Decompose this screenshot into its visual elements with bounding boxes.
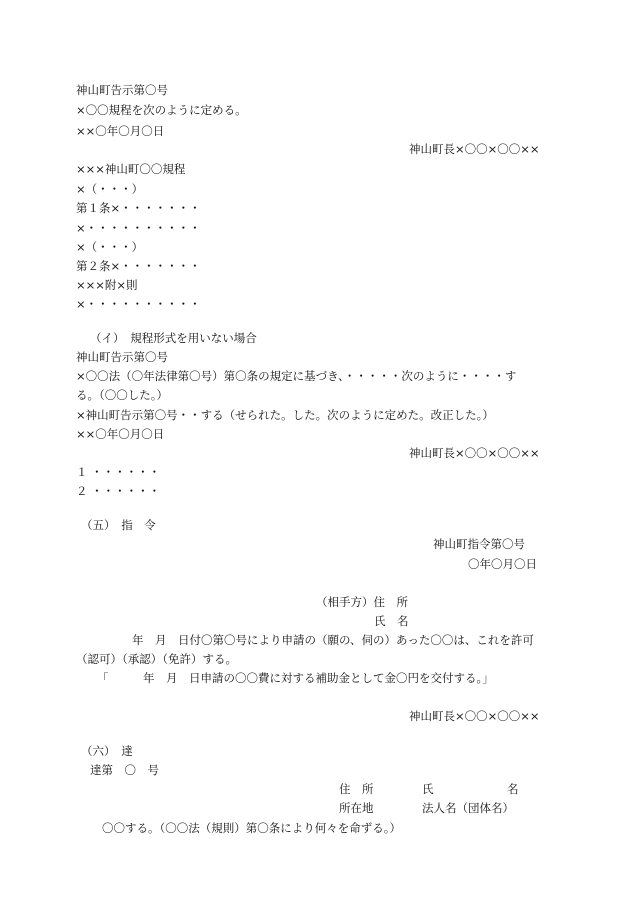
- regulation-title: ×××神山町〇〇規程: [76, 162, 186, 176]
- location-label: 所在地: [339, 801, 374, 815]
- notice-number: 神山町告示第〇号: [76, 83, 168, 97]
- section-heading-6: （六） 達: [81, 744, 133, 758]
- order-body: 〇〇する。（〇〇法（規則）第〇条により何々を命ずる。）: [102, 821, 401, 835]
- article-heading: ×（・・・）: [76, 182, 144, 196]
- directive-body-cont: （認可）（承認）（免許）する。: [76, 652, 237, 666]
- directive-body: 年 月 日付〇第〇号により申請の（願の、伺の）あった〇〇は、これを許可: [132, 633, 534, 647]
- notice-variant-text: ×神山町告示第〇号・・する（せられた。した。次のように定めた。改正した。）: [76, 408, 494, 422]
- section-heading-i: （イ） 規程形式を用いない場合: [90, 331, 257, 345]
- date-line: ××〇年〇月〇日: [76, 427, 165, 441]
- mayor-signature: 神山町長×〇〇×〇〇××: [409, 142, 540, 156]
- directive-number: 神山町指令第〇号: [433, 537, 525, 551]
- article-1: 第１条×・・・・・・・: [76, 201, 201, 215]
- supplementary-provisions: ×××附×則: [76, 278, 138, 292]
- enactment-statement: ×〇〇規程を次のように定める。: [76, 103, 247, 117]
- name-label-part2: 名: [507, 782, 519, 796]
- article-body: ×・・・・・・・・・・: [76, 297, 201, 311]
- name-label-part1: 氏: [422, 782, 434, 796]
- legal-basis-text-cont: る。（〇〇した。）: [76, 388, 168, 402]
- order-number: 達第 〇 号: [90, 763, 159, 777]
- list-item-2: ２ ・・・・・・: [76, 484, 161, 498]
- recipient-name-label: 氏 名: [374, 614, 409, 628]
- mayor-signature: 神山町長×〇〇×〇〇××: [409, 446, 540, 460]
- section-heading-5: （五） 指 令: [81, 518, 156, 532]
- list-item-1: １ ・・・・・・: [76, 465, 161, 479]
- directive-date: 〇年〇月〇日: [468, 557, 537, 571]
- notice-number: 神山町告示第〇号: [76, 350, 168, 364]
- article-body: ×・・・・・・・・・・: [76, 221, 201, 235]
- corporate-name-label: 法人名（団体名）: [422, 801, 514, 815]
- recipient-address-label: （相手方）住 所: [316, 595, 408, 609]
- mayor-signature: 神山町長×〇〇×〇〇××: [409, 709, 540, 723]
- subsidy-statement: 「 年 月 日申請の〇〇費に対する補助金として金〇円を交付する。」: [97, 671, 494, 685]
- date-line: ××〇年〇月〇日: [76, 124, 165, 138]
- legal-basis-text: ×〇〇法（〇年法律第〇号）第〇条の規定に基づき、・・・・・次のように・・・・す: [76, 369, 517, 383]
- address-label: 住 所: [339, 782, 374, 796]
- article-heading: ×（・・・）: [76, 240, 144, 254]
- article-2: 第２条×・・・・・・・: [76, 259, 201, 273]
